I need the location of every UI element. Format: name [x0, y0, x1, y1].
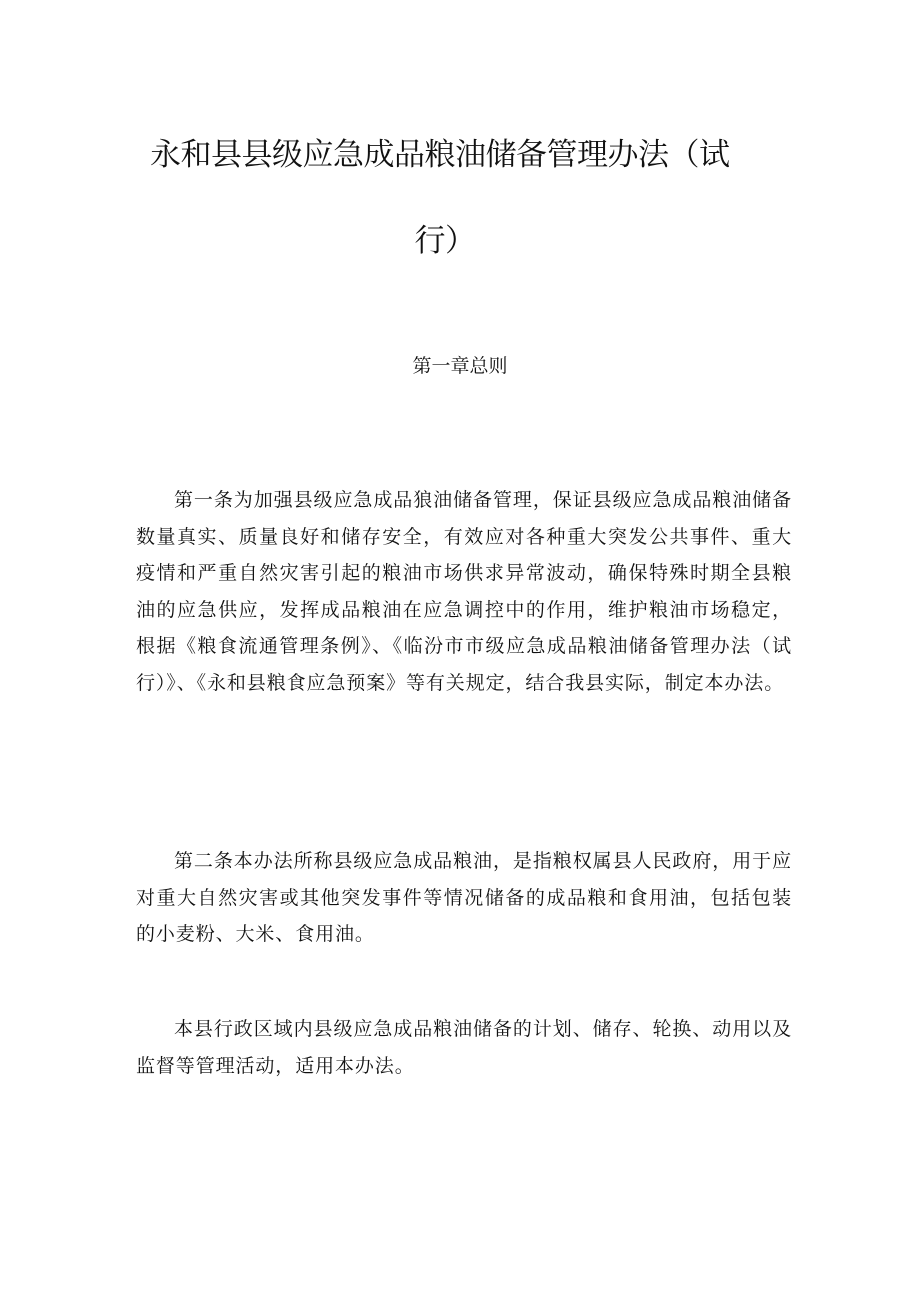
paragraph-article-1: 第一条为加强县级应急成品狼油储备管理，保证县级应急成品粮油储备数量真实、质量良好和储存安全，有效应对各种重大突发公共事件、重大疫情和严重自然灾害引起的粮油市场供求异常波动，确保特殊时期全县粮油的应急供应，发挥成品粮油在应急调控中的作用，维护粮油市场稳定，根据《粮食流通管理条例》、《临汾市市级应急成品粮油储备管理办法（试行）》、《永和县粮食应急预案》等有关规定，结合我县实际，制定本办法。 [136, 489, 792, 694]
paragraph-article-2: 第二条本办法所称县级应急成品粮油，是指粮权属县人民政府，用于应对重大自然灾害或其他突发事件等情况储备的成品粮和食用油，包括包装的小麦粉、大米、食用油。 [136, 850, 792, 945]
paragraph-scope: 本县行政区域内县级应急成品粮油储备的计划、储存、轮换、动用以及监督等管理活动，适用本办法。 [136, 1018, 792, 1077]
title-line-2: 行） [414, 223, 476, 259]
chapter-heading: 第一章总则 [412, 355, 508, 377]
title-line-1: 永和县县级应急成品粮油储备管理办法（试 [150, 137, 730, 173]
document-title [150, 112, 750, 284]
